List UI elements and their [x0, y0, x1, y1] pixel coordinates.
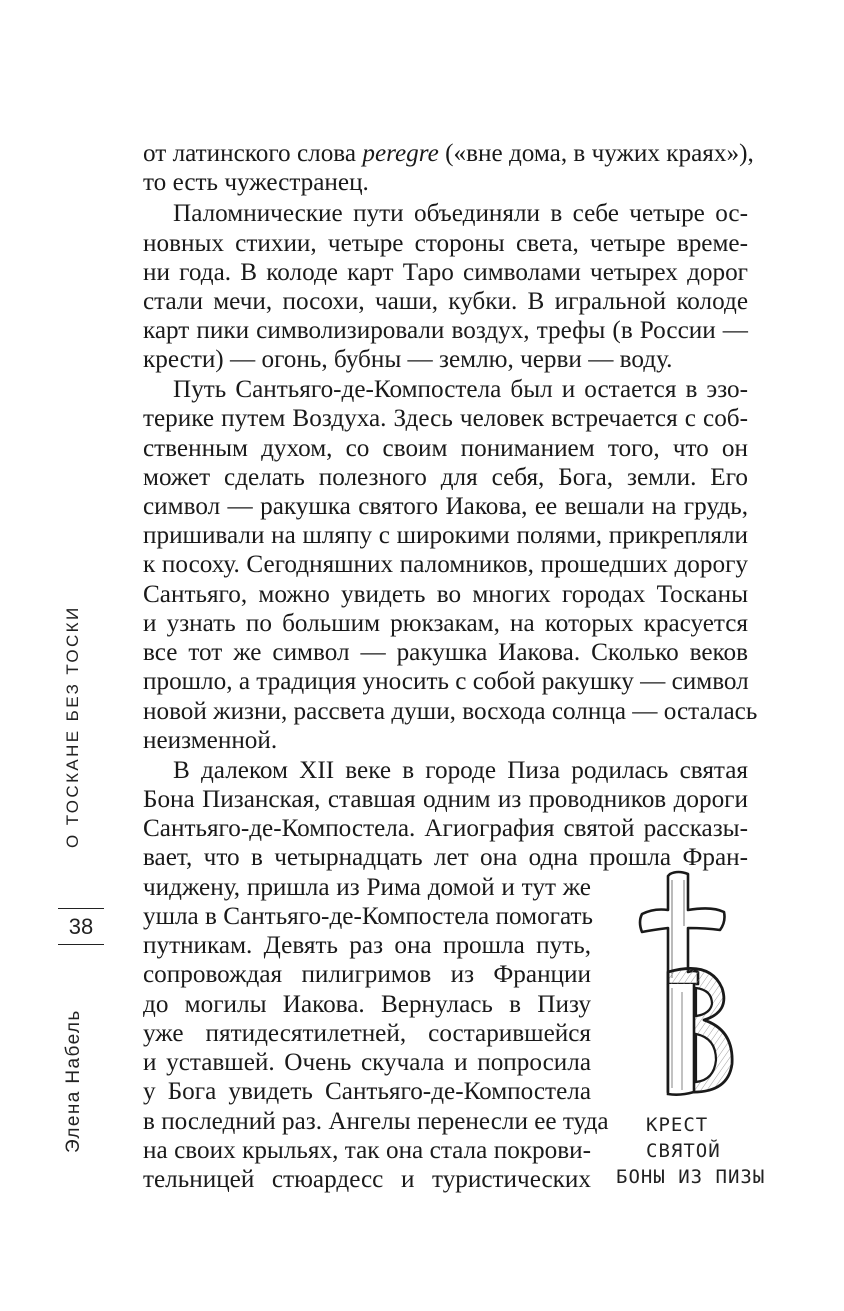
text-line: тельницей стюардесс и туристических: [143, 1166, 591, 1193]
text-line: стали мечи, посохи, чаши, кубки. В игральной колоде: [143, 288, 748, 315]
text-line: Сантьяго, можно увидеть во многих городах Тосканы: [143, 581, 748, 608]
text-line: Сантьяго-де-Компостела. Агиография святой рассказы-: [143, 815, 748, 842]
text-line: от латинского слова peregre («вне дома, в чужих краях»),: [143, 140, 754, 167]
text-line: уже пятидесятилетней, состарившейся: [143, 1020, 591, 1047]
text-line: в последний раз. Ангелы перенесли ее туда: [143, 1108, 609, 1135]
text-line: и узнать по большим рюкзакам, на которых красуется: [143, 610, 748, 637]
caption-line: СВЯТОЙ: [646, 1140, 721, 1162]
text-line: может сделать полезного для себя, Бога, земли. Его: [143, 464, 748, 491]
text-line: пришивали на шляпу с широкими полями, прикрепляли: [143, 522, 748, 549]
text-line: вает, что в четырнадцать лет она одна прошла Фран-: [143, 844, 748, 871]
text-line: неизменной.: [143, 727, 278, 754]
text-line: карт пики символизировали воздух, трефы (в России —: [143, 317, 748, 344]
text-line: ушла в Сантьяго-де-Компостела помогать: [143, 903, 594, 930]
text-line: то есть чужестранец.: [143, 169, 369, 196]
author-name: Элена Набель: [63, 1009, 84, 1153]
text-line: ни года. В колоде карт Таро символами четырех дорог: [143, 259, 748, 286]
text-line: чиджену, пришла из Рима домой и тут же: [143, 874, 591, 901]
running-header: О ТОСКАНЕ БЕЗ ТОСКИ: [63, 605, 82, 848]
text-line: новных стихии, четыре стороны света, четыре време-: [143, 230, 748, 257]
text-line: к посоху. Сегодняшних паломников, прошедших дорогу: [143, 551, 748, 578]
caption-line: КРЕСТ: [646, 1114, 709, 1136]
text-line: В далеком XII веке в городе Пиза родилась святая: [173, 757, 748, 784]
text-line: Путь Сантьяго-де-Компостела был и остается в эзо-: [173, 376, 748, 403]
text-line: терике путем Воздуха. Здесь человек встречается с соб-: [143, 405, 748, 432]
text-line: у Бога увидеть Сантьяго-де-Компостела: [143, 1078, 591, 1105]
caption-line: БОНЫ ИЗ ПИЗЫ: [616, 1166, 766, 1188]
text-line: на своих крыльях, так она стала покрови-: [143, 1137, 591, 1164]
divider-bottom: [58, 944, 104, 945]
text-line: Бона Пизанская, ставшая одним из проводников дороги: [143, 786, 748, 813]
text-line: Паломнические пути объединяли в себе четыре ос-: [173, 200, 748, 227]
text-line: путникам. Девять раз она прошла путь,: [143, 932, 591, 959]
text-line: ственным духом, со своим пониманием того, что он: [143, 435, 748, 462]
divider-top: [58, 908, 104, 909]
text-line: прошло, а традиция уносить с собой ракушку — символ: [143, 668, 749, 695]
text-line: сопровождая пилигримов из Франции: [143, 961, 591, 988]
text-line: все тот же символ — ракушка Иакова. Сколько веков: [143, 639, 748, 666]
text-line: крести) — огонь, бубны — землю, черви — воду.: [143, 346, 673, 373]
page-number: 38: [68, 914, 94, 939]
text-line: до могилы Иакова. Вернулась в Пизу: [143, 991, 591, 1018]
text-line: и уставшей. Очень скучала и попросила: [143, 1049, 591, 1076]
cross-of-saint-bona-illustration: [612, 868, 752, 1100]
text-line: новой жизни, рассвета души, восхода солнца — осталась: [143, 698, 758, 725]
text-line: символ — ракушка святого Иакова, ее вешали на грудь,: [143, 493, 748, 520]
